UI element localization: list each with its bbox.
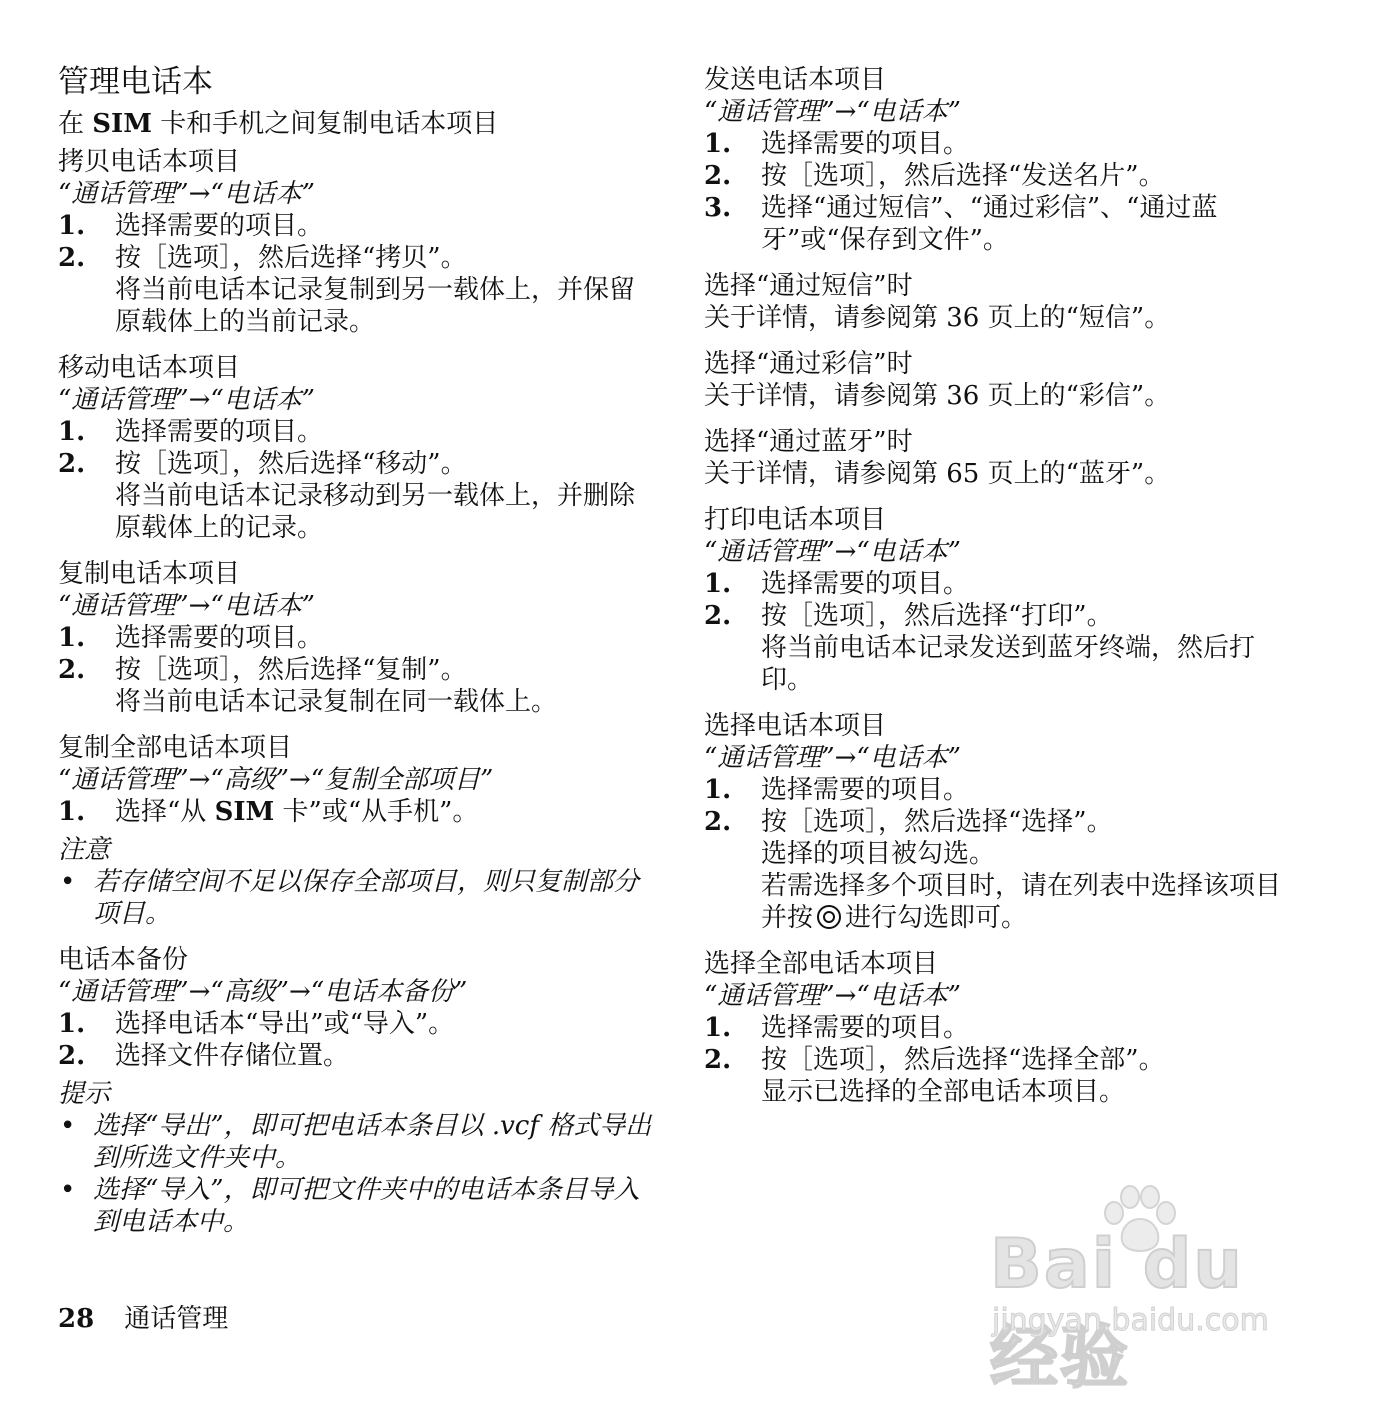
duplicate-heading: 复制电话本项目 bbox=[58, 559, 241, 589]
duplicate-step-1: 1. 选择需要的项目。 bbox=[58, 623, 324, 653]
print-heading: 打印电话本项目 bbox=[704, 505, 887, 535]
baidu-watermark bbox=[990, 1185, 1320, 1398]
select-step-2: 2. 按［选项］，然后选择“选择”。 选择的项目被勾选。 若需选择多个项目时，请在列表中选择该项目并按 进行勾选即可。 bbox=[704, 807, 1282, 933]
tip-bullet-2: • 选择“导入”，即可把文件夹中的电话本条目导入到电话本中。 bbox=[60, 1175, 640, 1237]
tip-bullet-1: • 选择“导出”，即可把电话本条目以 .vcf 格式导出到所选文件夹中。 bbox=[60, 1111, 652, 1173]
backup-step-1: 1. 选择电话本“导出”或“导入”。 bbox=[58, 1009, 455, 1039]
select-heading: 选择电话本项目 bbox=[704, 711, 887, 741]
via-sms-text: 关于详情，请参阅第 36 页上的“短信”。 bbox=[704, 303, 1171, 333]
center-key-icon bbox=[817, 905, 841, 929]
via-bt-text: 关于详情，请参阅第 65 页上的“蓝牙”。 bbox=[704, 459, 1171, 489]
backup-menu-path: “通话管理”→“高级”→“电话本备份” bbox=[58, 977, 468, 1007]
select-all-menu-path: “通话管理”→“电话本” bbox=[704, 981, 961, 1011]
send-step-3: 3. 选择“通过短信”、“通过彩信”、“通过蓝牙”或“保存到文件”。 bbox=[704, 193, 1218, 255]
print-step-1: 1. 选择需要的项目。 bbox=[704, 569, 970, 599]
select-menu-path: “通话管理”→“电话本” bbox=[704, 743, 961, 773]
via-mms-text: 关于详情，请参阅第 36 页上的“彩信”。 bbox=[704, 381, 1171, 411]
copy-all-step-1: 1. 选择“从 SIM 卡”或“从手机”。 bbox=[58, 797, 479, 827]
note-bullet: • 若存储空间不足以保存全部项目，则只复制部分项目。 bbox=[60, 867, 640, 929]
via-bt-heading: 选择“通过蓝牙”时 bbox=[704, 427, 913, 457]
right-column bbox=[704, 64, 1304, 1108]
copy-step-1: 1. 选择需要的项目。 bbox=[58, 211, 324, 241]
via-sms-heading: 选择“通过短信”时 bbox=[704, 271, 913, 301]
move-step-1: 1. 选择需要的项目。 bbox=[58, 417, 324, 447]
backup-step-2: 2. 选择文件存储位置。 bbox=[58, 1041, 350, 1071]
copy-step-2: 2. 按［选项］，然后选择“拷贝”。 将当前电话本记录复制到另一载体上，并保留原载体上的当前记录。 bbox=[58, 243, 636, 337]
select-step-1: 1. 选择需要的项目。 bbox=[704, 775, 970, 805]
footer-section: 通话管理 bbox=[124, 1304, 229, 1334]
duplicate-step-2: 2. 按［选项］，然后选择“复制”。 将当前电话本记录复制在同一载体上。 bbox=[58, 655, 558, 717]
watermark-logo: Bai du 经验 bbox=[990, 1225, 1244, 1398]
page-number: 28 bbox=[58, 1304, 95, 1334]
page-footer bbox=[58, 1303, 228, 1335]
select-all-step-2: 2. 按［选项］，然后选择“选择全部”。 显示已选择的全部电话本项目。 bbox=[704, 1045, 1165, 1107]
section-subtitle: 在 SIM 卡和手机之间复制电话本项目 bbox=[58, 109, 499, 139]
move-heading: 移动电话本项目 bbox=[58, 353, 241, 383]
send-step-1: 1. 选择需要的项目。 bbox=[704, 129, 970, 159]
duplicate-menu-path: “通话管理”→“电话本” bbox=[58, 591, 315, 621]
watermark-url: jingyan.baidu.com bbox=[992, 1303, 1269, 1338]
tip-title: 提示 bbox=[58, 1079, 111, 1109]
copy-menu-path: “通话管理”→“电话本” bbox=[58, 179, 315, 209]
note-title: 注意 bbox=[58, 835, 111, 865]
print-step-2: 2. 按［选项］，然后选择“打印”。 将当前电话本记录发送到蓝牙终端，然后打印。 bbox=[704, 601, 1256, 695]
left-column bbox=[58, 62, 658, 1238]
select-all-step-1: 1. 选择需要的项目。 bbox=[704, 1013, 970, 1043]
copy-heading: 拷贝电话本项目 bbox=[58, 147, 241, 177]
copy-all-heading: 复制全部电话本项目 bbox=[58, 733, 293, 763]
move-step-2: 2. 按［选项］，然后选择“移动”。 将当前电话本记录移动到另一载体上，并删除原载体上的记录。 bbox=[58, 449, 636, 543]
send-heading: 发送电话本项目 bbox=[704, 65, 887, 95]
print-menu-path: “通话管理”→“电话本” bbox=[704, 537, 961, 567]
send-menu-path: “通话管理”→“电话本” bbox=[704, 97, 961, 127]
move-menu-path: “通话管理”→“电话本” bbox=[58, 385, 315, 415]
copy-all-menu-path: “通话管理”→“高级”→“复制全部项目” bbox=[58, 765, 494, 795]
backup-heading: 电话本备份 bbox=[58, 945, 189, 975]
page-title: 管理电话本 bbox=[58, 64, 213, 100]
select-all-heading: 选择全部电话本项目 bbox=[704, 949, 939, 979]
via-mms-heading: 选择“通过彩信”时 bbox=[704, 349, 913, 379]
send-step-2: 2. 按［选项］，然后选择“发送名片”。 bbox=[704, 161, 1165, 191]
